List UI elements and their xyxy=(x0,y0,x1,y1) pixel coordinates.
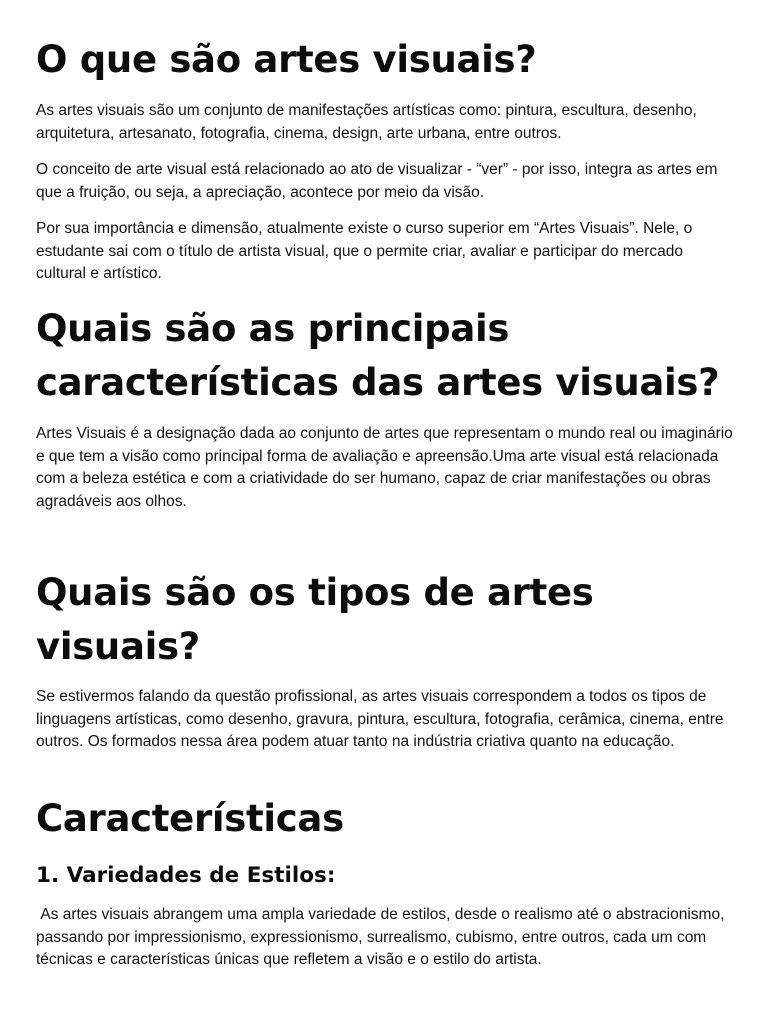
paragraph-designation: Artes Visuais é a designação dada ao conjunto de artes que representam o mundo real ou imaginário e que tem a visão como principal forma de avaliação e apreensão.Uma arte visual está relacionada com a beleza estética e com a criatividade do ser humano, capaz de criar manifestações ou obras agradáveis aos olhos. xyxy=(36,425,733,510)
heading-what-are-visual-arts: O que são artes visuais? xyxy=(36,38,537,81)
paragraph-definition: As artes visuais são um conjunto de manifestações artísticas como: pintura, escultura, desenho, arquitetura, artesanato, fotografia, cinema, design, arte urbana, entre outros. xyxy=(36,102,697,142)
paragraph-styles: As artes visuais abrangem uma ampla variedade de estilos, desde o realismo até o abstracionismo, passando por impressionismo, expressionismo, surrealismo, cubismo, entre outros, cada um com técnicas e características únicas que refletem a visão e o estilo do artista. xyxy=(36,906,729,968)
heading-types: Quais são os tipos de artes visuais? xyxy=(36,571,594,668)
paragraph-professional: Se estivermos falando da questão profissional, as artes visuais correspondem a todos os tipos de linguagens artísticas, como desenho, gravura, pintura, escultura, fotografia, cerâmica, cinema, entre outros. Os formados nessa área podem atuar tanto na indústria criativa quanto na educação. xyxy=(36,688,724,750)
heading-main-characteristics: Quais são as principais características das artes visuais? xyxy=(36,307,720,404)
paragraph-concept: O conceito de arte visual está relacionado ao ato de visualizar - “ver” - por isso, integra as artes em que a fruição, ou seja, a apreciação, acontece por meio da visão. xyxy=(36,161,718,201)
subheading-style-varieties: 1. Variedades de Estilos: xyxy=(36,863,336,888)
paragraph-course: Por sua importância e dimensão, atualmente existe o curso superior em “Artes Visuais”. Nele, o estudante sai com o título de artista visual, que o permite criar, avaliar e participar do mercado cultural e artístico. xyxy=(36,220,693,282)
heading-characteristics: Características xyxy=(36,797,344,840)
